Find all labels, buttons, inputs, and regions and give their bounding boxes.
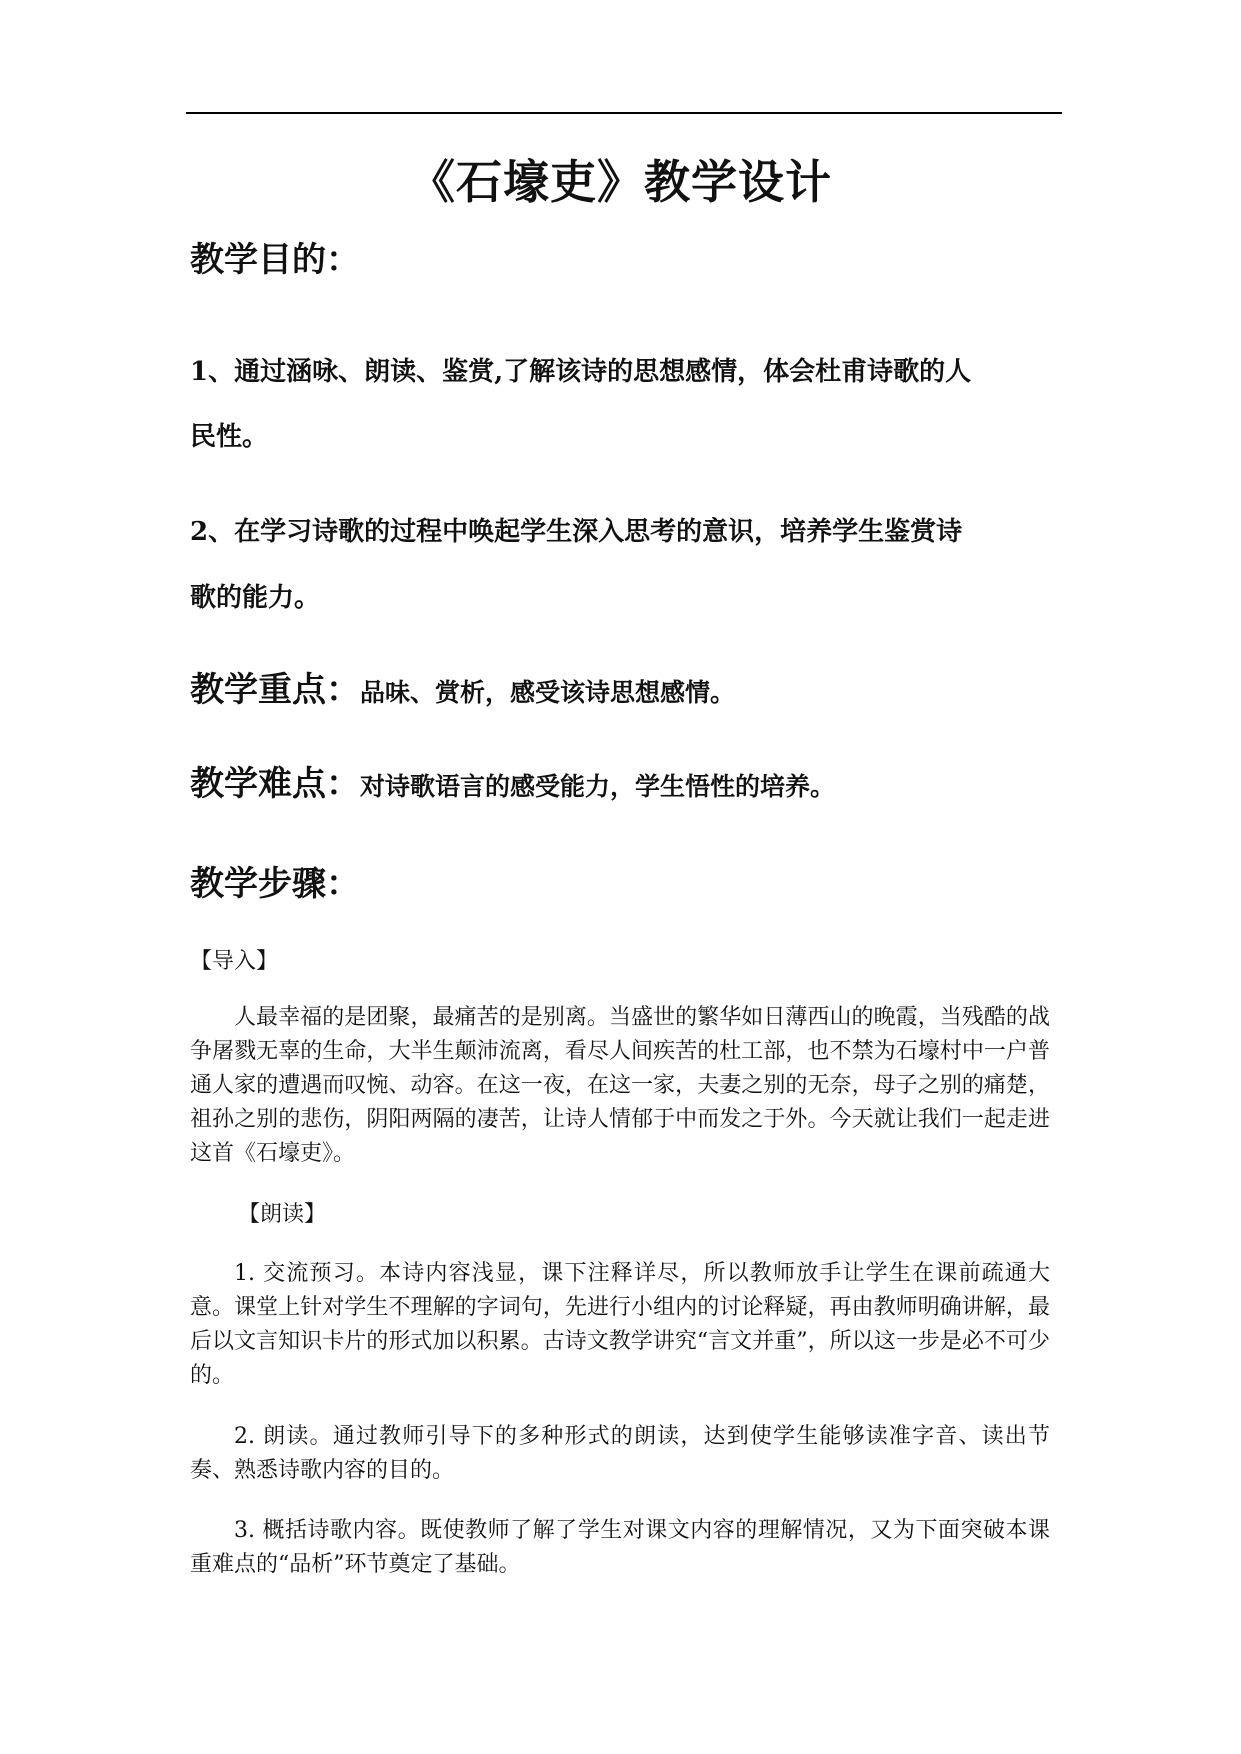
objective-2-line-1: 2、在学习诗歌的过程中唤起学生深入思考的意识，培养学生鉴赏诗 — [190, 517, 963, 547]
key-point-value: 品味、赏析，感受该诗思想感情。 — [360, 678, 736, 707]
objective-1-line-2: 民性。 — [190, 422, 269, 452]
reading-item-3: 3. 概括诗歌内容。既使教师了解了学生对课文内容的理解情况，又为下面突破本课重难点的“品析”环节奠定了基础。 — [190, 1518, 1050, 1577]
difficulty — [190, 760, 835, 808]
intro-label: 【导入】 — [190, 949, 279, 974]
intro-paragraph: 人最幸福的是团聚，最痛苦的是别离。当盛世的繁华如日薄西山的晚霞，当残酷的战争屠戮无辜的生命，大半生颠沛流离，看尽人间疾苦的杜工部，也不禁为石壕村中一户普通人家的遭遇而叹惋、动容。在这一夜，在这一家，夫妻之别的无奈，母子之别的痛楚，祖孙之别的悲伤，阴阳两隔的凄苦，让诗人情郁于中而发之于外。今天就让我们一起走进这首《石壕吏》。 — [190, 1005, 1050, 1166]
difficulty-value: 对诗歌语言的感受能力，学生悟性的培养。 — [360, 772, 836, 801]
reading-item-1: 1. 交流预习。本诗内容浅显，课下注释详尽，所以教师放手让学生在课前疏通大意。课堂上针对学生不理解的字词句，先进行小组内的讨论释疑，再由教师明确讲解，最后以文言知识卡片的形式加以积累。古诗文教学讲究“言文并重”，所以这一步是必不可少的。 — [190, 1261, 1050, 1388]
key-point-label: 教学重点： — [190, 670, 360, 710]
header-rule — [186, 112, 1062, 114]
reading-label: 【朗读】 — [238, 1202, 327, 1227]
key-point — [190, 666, 735, 714]
reading-item-2: 2. 朗读。通过教师引导下的多种形式的朗读，达到使学生能够读准字音、读出节奏、熟悉诗歌内容的目的。 — [190, 1424, 1050, 1483]
difficulty-label: 教学难点： — [190, 764, 360, 804]
document-title: 《石壕吏》教学设计 — [409, 155, 832, 209]
objective-1-line-1: 1、通过涵咏、朗读、鉴赏,了解该诗的思想感情，体会杜甫诗歌的人 — [190, 357, 972, 387]
steps-heading: 教学步骤： — [190, 864, 360, 904]
objectives-heading: 教学目的： — [190, 240, 360, 280]
objective-2-line-2: 歌的能力。 — [190, 583, 321, 613]
